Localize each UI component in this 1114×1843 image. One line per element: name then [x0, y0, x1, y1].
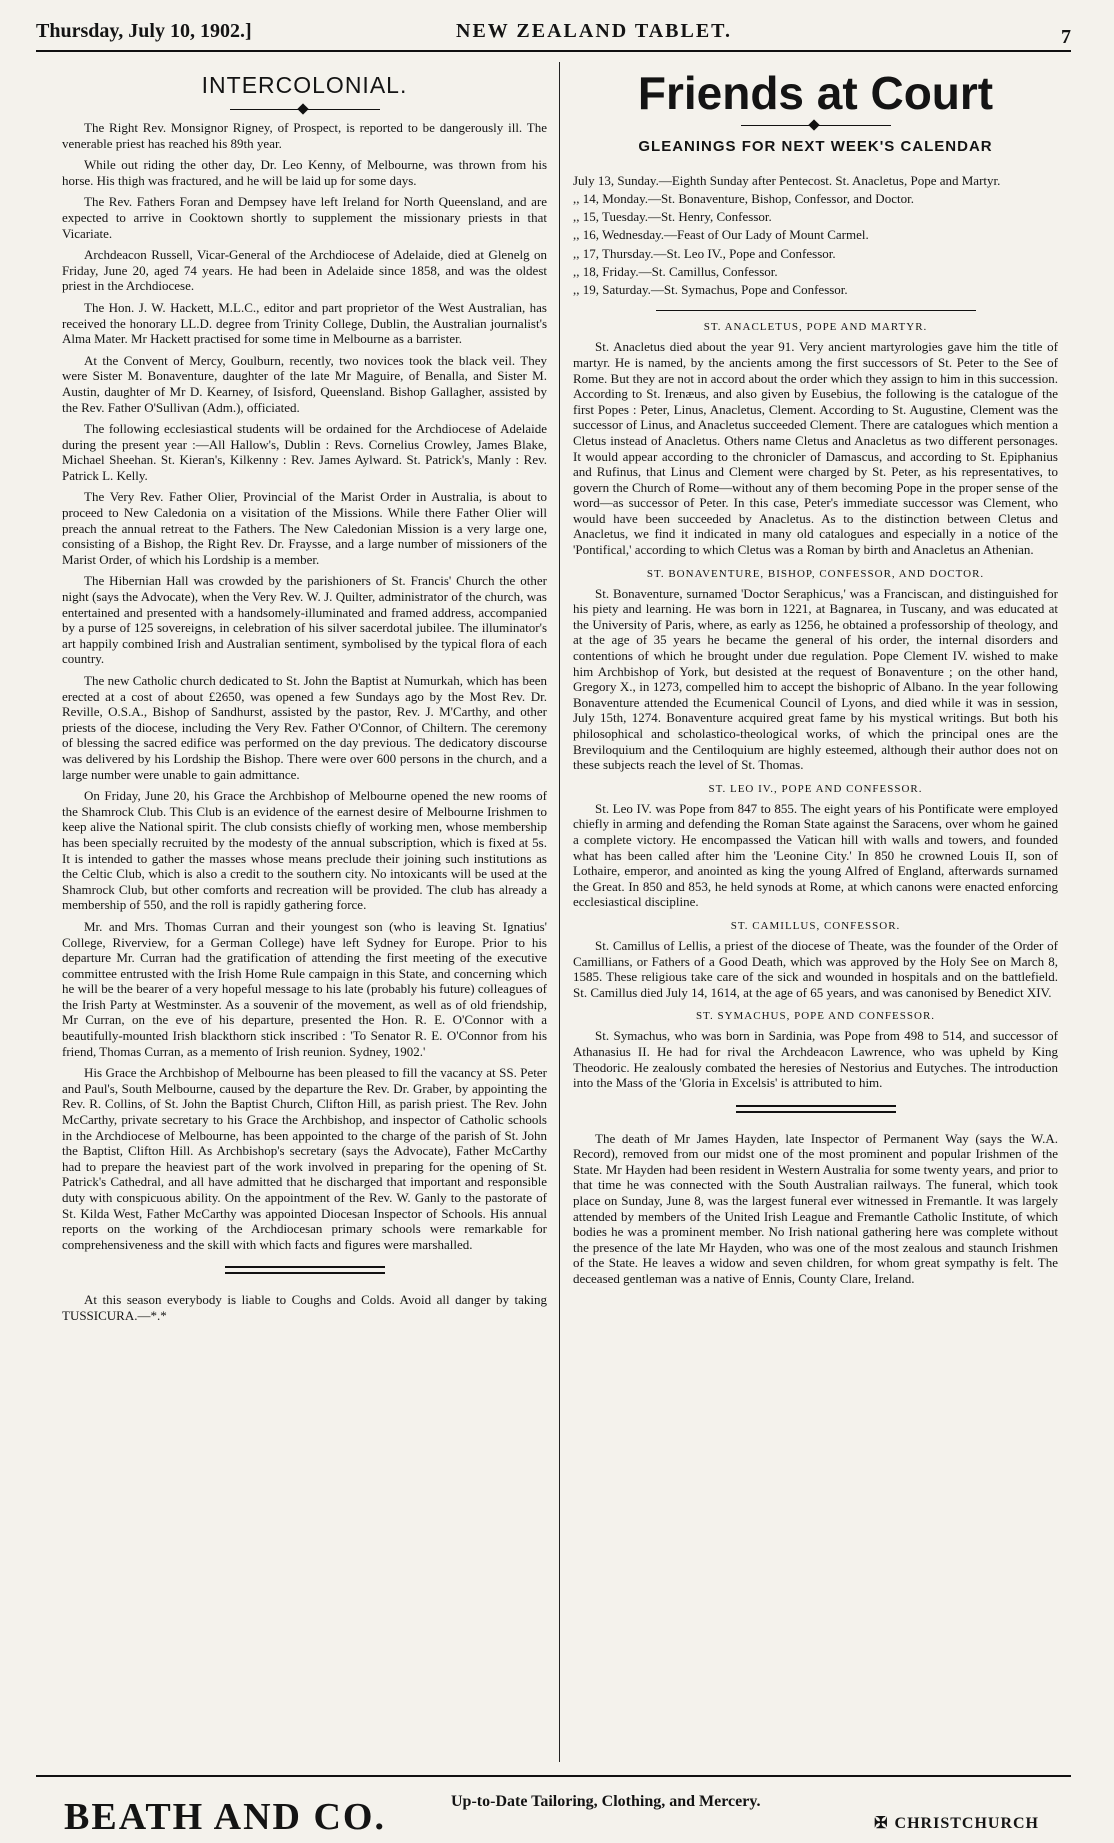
double-rule [225, 1266, 385, 1274]
calendar-entry: ,, 14, Monday.—St. Bonaventure, Bishop, Confessor, and Doctor. [573, 190, 914, 206]
saint-text: St. Camillus of Lellis, a priest of the diocese of Theate, was the founder of the Order of Camillians, or Fathers of a Good Death, which was approved by the Holy See on March 8, 1585. These religious take care of the sick and wounded in hospitals and on the battlefield. St. Camillus died July 14, 1614, at the age of 65 years, and was canonised by Benedict XIV. [573, 937, 1058, 1000]
section-rule [656, 310, 976, 311]
ornament-divider [230, 109, 380, 112]
calendar-entry: July 13, Sunday.—Eighth Sunday after Pentecost. St. Anacletus, Pope and Martyr. [573, 172, 1001, 188]
obituary-paragraph: The death of Mr James Hayden, late Inspector of Permanent Way (says the W.A. Record), removed from our midst one of the most prominent and popular Irishmen of the State. Mr Hayden had been resident in Western Australia for some twenty years, and prior to that time he was connected with the South Australian railways. The funeral, which took place on Sunday, June 8, was the largest funeral ever witnessed in Fremantle. It was largely attended by members of the United Irish League and Fremantle Catholic Institute, of which bodies he was a prominent member. No Irish national gathering here was complete without the presence of the late Mr Hayden, who was one of the most zealous and staunch Irishmen of the State. He leaves a widow and seven children, for whom great sympathy is felt. The deceased gentleman was a native of Ennis, County Clare, Ireland. [573, 1130, 1058, 1287]
saint-heading: ST. LEO IV., POPE AND CONFESSOR. [708, 782, 923, 795]
friends-at-court-column [573, 62, 1058, 1762]
saint-text: St. Leo IV. was Pope from 847 to 855. The eight years of his Pontificate were employed chiefly in arming and defending the Roman State against the Saracens, over whom he gained a complete victory. He encompassed the Vatican hill with walls and towers, and founded what has been called after him the 'Leonine City.' In 850 he crowned Louis II, son of Lothaire, emperor, and anointed as king the young Alfred of England, afterwards surnamed the Great. In 850 and 853, he held synods at Rome, at which canons were enacted enforcing ecclesiastical discipline. [573, 800, 1058, 910]
advertisement-note: At this season everybody is liable to Coughs and Colds. Avoid all danger by taking TUSSICURA.—*.* [62, 1292, 547, 1323]
saint-heading: ST. BONAVENTURE, BISHOP, CONFESSOR, AND DOCTOR. [646, 567, 985, 580]
calendar-entry: ,, 15, Tuesday.—St. Henry, Confessor. [573, 209, 772, 225]
news-paragraph: Archdeacon Russell, Vicar-General of the Archdiocese of Adelaide, died at Glenelg on Friday, June 20, aged 74 years. He had been in Adelaide since 1858, and was the oldest priest in the Archdiocese. [62, 247, 547, 294]
page-header [36, 14, 1071, 52]
page-number: 7 [1061, 26, 1071, 48]
news-paragraph: The Very Rev. Father Olier, Provincial of the Marist Order in Australia, is about to proceed to New Caledonia on a visitation of the Missions. While there Father Olier will preach the annual retreat to the Fathers. The New Caledonian Mission is a very large one, consisting of a Bishop, the Right Rev. Dr. Fraysse, and a large number of missioners of the Marist Order, of which his Lordship is a member. [62, 489, 547, 567]
column-divider [559, 62, 560, 1762]
news-paragraph: Mr. and Mrs. Thomas Curran and their youngest son (who is leaving St. Ignatius' College, Riverview, for a German College) have left Sydney for Europe. Prior to his departure Mr. Curran had the gratification of attending the first meeting of the executive committee entrusted with the Irish Home Rule campaign in this State, and concerning which he will be the bearer of a very hopeful message to his late (probably his future) colleagues of the Irish Party at Westminster. As a souvenir of the movement, as well as of old friendship, Mr Curran, on the eve of his departure, presented the Hon. R. E. O'Connor with a beautifully-mounted Irish blackthorn stick inscribed : 'To Senator R. E. O'Connor from his friend, Thomas Curran, as a memento of Irish reunion. Sydney, 1902.' [62, 918, 547, 1059]
calendar-entry: ,, 16, Wednesday.—Feast of Our Lady of Mount Carmel. [573, 227, 869, 243]
calendar-entry: ,, 17, Thursday.—St. Leo IV., Pope and Confessor. [573, 245, 836, 261]
double-rule [736, 1105, 896, 1113]
ornament-divider [741, 125, 891, 128]
issue-date: Thursday, July 10, 1902.] [36, 20, 252, 42]
saint-heading: ST. SYMACHUS, POPE AND CONFESSOR. [695, 1010, 936, 1023]
saint-text: St. Symachus, who was born in Sardinia, was Pope from 498 to 514, and successor of Athanasius II. He had for rival the Archdeacon Lawrence, who was upheld by King Theodoric. He zealously combated the heresies of Nestorius and Eutyches. The introduction into the Mass of the 'Gloria in Excelsis' is attributed to him. [573, 1028, 1058, 1091]
section-title: INTERCOLONIAL. [201, 72, 408, 98]
advertiser-name: BEATH AND CO. [64, 1796, 386, 1838]
advertiser-city [874, 1813, 1039, 1833]
intercolonial-column [62, 62, 547, 1762]
newspaper-title: NEW ZEALAND TABLET. [456, 20, 733, 42]
page-footer-advert [36, 1775, 1071, 1837]
saint-text: St. Bonaventure, surnamed 'Doctor Seraphicus,' was a Franciscan, and distinguished for his piety and learning. He was born in 1221, at Bagnarea, in Tuscany, and was educated at the University of Paris, where, as early as 1256, he obtained a professorship of theology, and at the age of 35 years he became the general of his order, the internal disorders and contentions of which he brought under due regulation. Pope Clement IV. wished to make him Archbishop of York, but desisted at the request of Bonaventure ; on the other hand, Gregory X., in 1273, compelled him to accept the bishopric of Albano. In the year following Bonaventure attended the Ecumenical Council of Lyons, and died while it was in session, July 15th, 1274. Bonaventure acquired great fame by his mystical writings. But both his philosophical and scholastico-theological works, of which the principal ones are the Breviloquium and the Centiloquium are highly esteemed, although their author does not on these subjects reach the level of St. Thomas. [573, 585, 1058, 773]
saint-text: St. Anacletus died about the year 91. Very ancient martyrologies gave him the title of martyr. He is named, by the ancients among the first successors of St. Peter to the See of Rome. But they are not in accord about the order which they assign to him in this succession. According to St. Irenæus, and also given by Eusebius, the following is the catalogue of the first Popes : Peter, Linus, Anacletus, Clement. According to St. Augustine, Clement was the successor of Linus, and Anacletus succeeded Clement. There are catalogues which mention a Cletus instead of Anacletus. Others name Cletus and Anacletus as two different personages. It would appear according to the chronicler of Damascus, and according to St. Epiphanius and Rufinus, that Linus and Clement were charged by St. Peter, as his representatives, to govern the Church of Rome—without any of them becoming Pope in the proper sense of the word—as successor of Peter. In this case, Peter's immediate successor was Clement, who would have been succeeded by Anacletus. As to the distinction between Cletus and Anacletus, we find it indicated in many old catalogues and especially in a notice of the 'Pontifical,' according to which Cletus was a Roman by birth and Anacletus an Athenian. [573, 339, 1058, 558]
news-paragraph: The following ecclesiastical students will be ordained for the Archdiocese of Adelaide during the present year :—All Hallow's, Dublin : Revs. Cornelius Crowley, James Blake, Michael Sheehan. St. Kieran's, Kilkenny : Rev. James Aylward. St. Patrick's, Manly : Rev. Patrick L. Kelly. [62, 421, 547, 483]
calendar-entry: ,, 19, Saturday.—St. Symachus, Pope and Confessor. [573, 282, 848, 298]
calendar-entry: ,, 18, Friday.—St. Camillus, Confessor. [573, 263, 778, 279]
news-paragraph: On Friday, June 20, his Grace the Archbishop of Melbourne opened the new rooms of the Shamrock Club. This Club is an evidence of the earnest desire of Melbourne Irishmen to keep alive the National spirit. The club consists chiefly of working men, whose membership has been specially recruited by the modesty of the annual subscription, which is fixed at 5s. It is intended to gather the masses whose means preclude their joining such institutions as the Celtic Club, which is also a credit to the southern city. No intoxicants will be used at the Shamrock Club, but other comforts and recreation will be provided. The club has already a membership of 550, and the roll is rapidly gathering force. [62, 788, 547, 913]
news-paragraph: The Right Rev. Monsignor Rigney, of Prospect, is reported to be dangerously ill. The venerable priest has reached his 89th year. [62, 120, 547, 151]
news-paragraph: The Hon. J. W. Hackett, M.L.C., editor and part proprietor of the West Australian, has received the honorary LL.D. degree from Trinity College, Dublin, the Australian journalist's Alma Mater. Mr Hackett practised for some time in Melbourne as a barrister. [62, 299, 547, 347]
feature-subtitle: GLEANINGS FOR NEXT WEEK'S CALENDAR [638, 137, 993, 155]
advertiser-tagline: Up-to-Date Tailoring, Clothing, and Mercery. [451, 1793, 761, 1810]
calendar-list [573, 173, 1058, 299]
news-items [62, 120, 547, 1252]
feature-title: Friends at Court [637, 67, 994, 119]
news-paragraph: At the Convent of Mercy, Goulburn, recently, two novices took the black veil. They were Sister M. Bonaventure, daughter of the late Mr Maguire, of Benalla, and Sister M. Austin, daughter of Mr D. Kearney, of Isisford, Queensland. Bishop Gallagher, assisted by the Rev. Father O'Sullivan (Adm.), officiated. [62, 352, 547, 415]
news-paragraph: The new Catholic church dedicated to St. John the Baptist at Numurkah, which has been erected at a cost of about £2650, was opened a few Sundays ago by the Most Rev. Dr. Reville, O.S.A., Bishop of Sandhurst, assisted by the pastor, Rev. J. M'Carthy, and other priests of the diocese, including the Very Rev. Father O'Connor, of Chiltern. The ceremony of blessing the sacred edifice was performed on the day previous. The dedicatory discourse was delivered by his Lordship the Bishop. There were over 600 persons in the church, and a large number were unable to gain admittance. [62, 673, 547, 782]
news-paragraph: His Grace the Archbishop of Melbourne has been pleased to fill the vacancy at SS. Peter and Paul's, South Melbourne, caused by the departure the Rev. Dr. Graber, by appointing the Rev. R. Collins, of St. John the Baptist Church, Clifton Hill, as parish priest. The Rev. John McCarthy, private secretary to his Grace the Archbishop, and inspector of Catholic schools in the Archdiocese of Melbourne, has been appointed to the charge of the parish of St. John the Baptist, Clifton Hill. As Archbishop's secretary (says the Advocate), Father McCarthy had to prepare the heaviest part of the work involved in preparing for the opening of St. Patrick's Cathedral, and all have admitted that he discharged that important and responsible duty with conspicuous ability. On the appointment of the Rev. W. Ganly to the pastorate of St. Kilda West, Father McCarthy was appointed Diocesan Inspector of Schools. His annual reports on the working of the Archdiocesan primary schools were remarkable for comprehensiveness and the skill with which facts and figures were marshalled. [62, 1065, 547, 1252]
city-name: CHRISTCHURCH [894, 1815, 1039, 1832]
saint-heading: ST. CAMILLUS, CONFESSOR. [730, 919, 901, 932]
news-paragraph: The Hibernian Hall was crowded by the parishioners of St. Francis' Church the other night (says the Advocate), when the Very Rev. W. J. Quilter, administrator of the church, was entertained and presented with a handsomely-illuminated and framed address, accompanied by a purse of 125 sovereigns, in celebration of his silver sacerdotal jubilee. The illuminator's art happily combined Irish and Australian sentiment, symbolised by the typical flora of each country. [62, 573, 547, 667]
cross-pattee-icon: ✠ [874, 1815, 889, 1832]
news-paragraph: While out riding the other day, Dr. Leo Kenny, of Melbourne, was thrown from his horse. His thigh was fractured, and he will be laid up for some days. [62, 157, 547, 188]
news-paragraph: The Rev. Fathers Foran and Dempsey have left Ireland for North Queensland, and are expected to arrive in Cooktown shortly to supplement the missionary priests in that Vicariate. [62, 194, 547, 241]
saint-heading: ST. ANACLETUS, POPE AND MARTYR. [703, 321, 928, 334]
